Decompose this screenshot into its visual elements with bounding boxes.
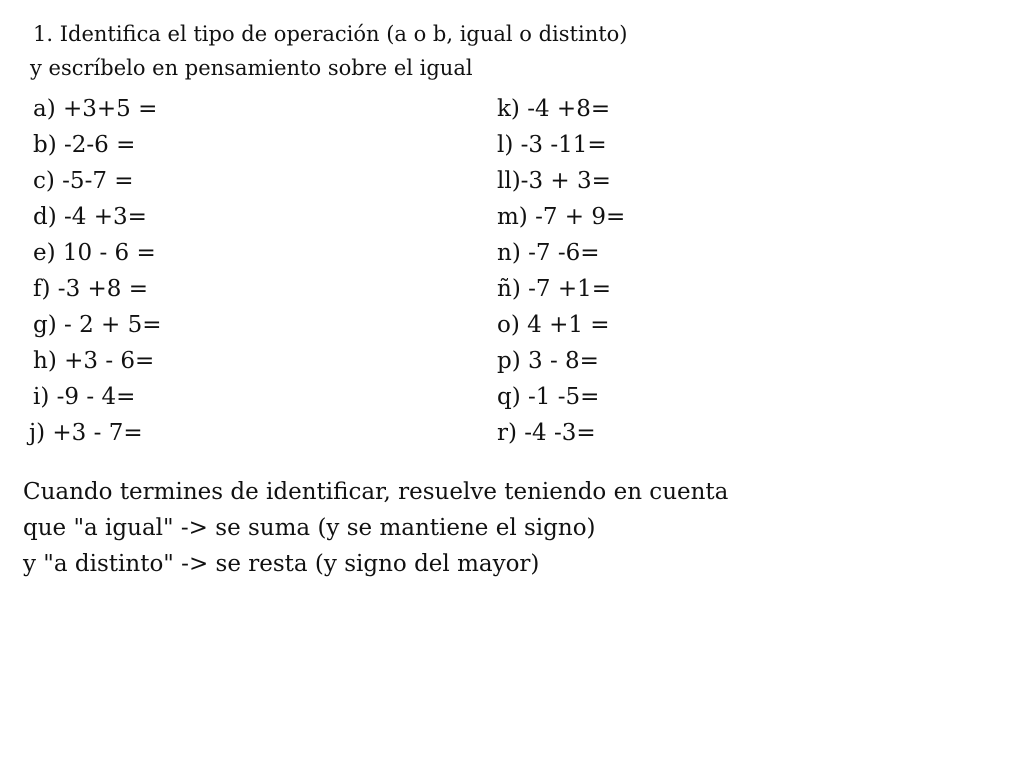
exercise-f: f) -3 +8 =: [33, 276, 148, 302]
exercise-d: d) -4 +3=: [33, 204, 147, 230]
footer-line-1: Cuando termines de identificar, resuelve teniendo en cuenta: [23, 479, 729, 505]
footer-line-2: que "a igual" -> se suma (y se mantiene el signo): [23, 515, 596, 541]
exercise-enye: ñ) -7 +1=: [497, 276, 611, 302]
instruction-line-1: 1. Identifica el tipo de operación (a o b, igual o distinto): [33, 22, 628, 46]
exercise-g: g) - 2 + 5=: [33, 312, 162, 338]
exercise-l: l) -3 -11=: [497, 132, 607, 158]
exercise-i: i) -9 - 4=: [33, 384, 136, 410]
exercise-r: r) -4 -3=: [497, 420, 596, 446]
exercise-a: a) +3+5 =: [33, 96, 158, 122]
footer-instructions: [23, 474, 728, 582]
exercise-q: q) -1 -5=: [497, 384, 600, 410]
exercise-k: k) -4 +8=: [497, 96, 611, 122]
exercise-b: b) -2-6 =: [33, 132, 136, 158]
exercise-c: c) -5-7 =: [33, 168, 134, 194]
footer-line-3: y "a distinto" -> se resta (y signo del mayor): [23, 551, 540, 577]
exercise-p: p) 3 - 8=: [497, 348, 599, 374]
exercise-o: o) 4 +1 =: [497, 312, 610, 338]
exercise-j: j) +3 - 7=: [29, 420, 143, 446]
exercise-list-right: [497, 91, 625, 451]
exercise-list-left: [29, 91, 162, 451]
exercise-e: e) 10 - 6 =: [33, 240, 156, 266]
instruction-line-2: y escríbelo en pensamiento sobre el igual: [30, 56, 473, 80]
exercise-m: m) -7 + 9=: [497, 204, 626, 230]
exercise-n: n) -7 -6=: [497, 240, 600, 266]
exercise-h: h) +3 - 6=: [33, 348, 155, 374]
exercise-ll: ll)-3 + 3=: [497, 168, 611, 194]
